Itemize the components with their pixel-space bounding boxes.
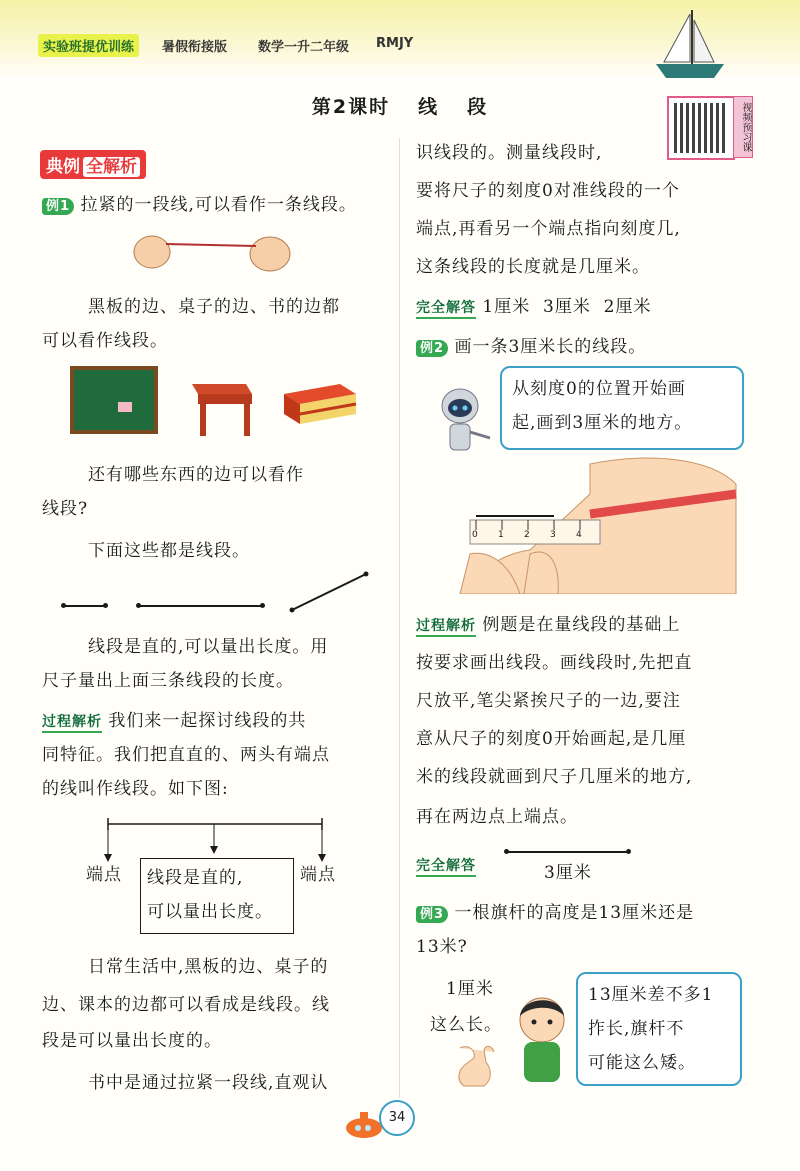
page-title: 第2课时 线 段: [311, 96, 489, 118]
segment3: [288, 570, 370, 614]
book-illustration: [280, 380, 360, 430]
hands-string-illustration: [130, 226, 295, 278]
endpoint-right-label: 端点: [300, 865, 336, 885]
example2-tag: 例2: [416, 340, 448, 357]
analysis1-line3: 的线叫作线段。如下图:: [42, 779, 229, 799]
cont-line4: 这条线段的长度就是几厘米。: [416, 257, 650, 277]
example2: [416, 330, 646, 366]
analysis2-tag: 过程解析: [416, 618, 476, 637]
para2-line1: 还有哪些东西的边可以看作: [88, 465, 304, 485]
analysis1-tag: 过程解析: [42, 714, 102, 733]
segment1-end: [103, 603, 108, 608]
example2-text: 画一条3厘米长的线段。: [454, 337, 647, 357]
daily-line2: 边、课本的边都可以看成是线段。线: [42, 995, 330, 1015]
section-heading: 典例 全解析: [40, 150, 146, 179]
ruler-tick-4: 4: [576, 530, 582, 540]
example1-tag: 例1: [42, 198, 74, 215]
column-divider: [399, 138, 400, 1098]
cm-label-line1: 1厘米: [446, 979, 494, 999]
cont-line2: 要将尺子的刻度0对准线段的一个: [416, 181, 680, 201]
answer2-label: 3厘米: [544, 863, 592, 883]
analysis2-line4: 意从尺子的刻度0开始画起,是几厘: [416, 729, 687, 749]
para4-line1: 线段是直的,可以量出长度。用: [88, 637, 329, 657]
segment2: [138, 605, 262, 607]
endpoint-left-label: 端点: [86, 865, 122, 885]
answer1-tag: 完全解答: [416, 300, 476, 319]
analysis2-line6: 再在两边点上端点。: [416, 807, 578, 827]
hint-bubble-2: 13厘米差不多1 拃长,旗杆不 可能这么矮。: [576, 972, 742, 1086]
segment1: [63, 605, 105, 607]
para2-line2: 线段?: [42, 499, 89, 519]
cm-label-line2: 这么长。: [430, 1015, 502, 1035]
qr-label: 视频预习课: [733, 96, 753, 158]
cont-line3: 端点,再看另一个端点指向刻度几,: [416, 219, 681, 239]
example1: [42, 188, 357, 224]
para1-line1: 黑板的边、桌子的边、书的边都: [88, 297, 340, 317]
answer2-tag: 完全解答: [416, 858, 476, 877]
blackboard-illustration: [70, 366, 160, 436]
edition-label: 暑假衔接版: [162, 40, 228, 55]
page-number: 34: [379, 1100, 415, 1136]
analysis2-line2: 按要求画出线段。画线段时,先把直: [416, 653, 693, 673]
analysis2-line3: 尺放平,笔尖紧挨尺子的一边,要注: [416, 691, 681, 711]
sailboat-illustration: [650, 6, 730, 82]
analysis1-line2: 同特征。我们把直直的、两头有端点: [42, 745, 330, 765]
series-title: 实验班提优训练: [38, 34, 139, 57]
finger-gap-illustration: [450, 1040, 500, 1090]
analysis1-line1: 过程解析 我们来一起探讨线段的共: [42, 711, 307, 731]
daily-line1: 日常生活中,黑板的边、桌子的: [88, 957, 329, 977]
cont-line1: 识线段的。测量线段时,: [416, 143, 603, 163]
definition-box: 线段是直的, 可以量出长度。: [140, 858, 294, 934]
subject-label: 数学一升二年级: [258, 40, 350, 55]
example3-line1: 例3 一根旗杆的高度是13厘米还是: [416, 896, 694, 932]
analysis2-line5: 米的线段就画到尺子几厘米的地方,: [416, 767, 693, 787]
qr-code[interactable]: [667, 96, 735, 160]
publisher-label: RMJY: [376, 36, 414, 51]
desk-illustration: [186, 370, 256, 440]
ruler-tick-2: 2: [524, 530, 530, 540]
closing-line1: 书中是通过拉紧一段线,直观认: [88, 1073, 329, 1093]
daily-line3: 段是可以量出长度的。: [42, 1031, 222, 1051]
example3-tag: 例3: [416, 906, 448, 923]
para1-line2: 可以看作线段。: [42, 331, 168, 351]
boy-illustration: [512, 990, 574, 1086]
ruler-tick-1: 1: [498, 530, 504, 540]
robot-illustration: [432, 384, 496, 458]
answer2-segment: [506, 851, 628, 853]
analysis2-line1: 过程解析 例题是在量线段的基础上: [416, 615, 681, 635]
ruler-tick-3: 3: [550, 530, 556, 540]
example3-line2: 13米?: [416, 937, 468, 957]
ruler-tick-0: 0: [472, 530, 478, 540]
example1-text: 拉紧的一段线,可以看作一条线段。: [80, 195, 357, 215]
hint-bubble-1: 从刻度0的位置开始画 起,画到3厘米的地方。: [500, 366, 744, 450]
segment2-end: [260, 603, 265, 608]
para4-line2: 尺子量出上面三条线段的长度。: [42, 671, 294, 691]
answer1-text: 1厘米 3厘米 2厘米: [482, 297, 652, 317]
answer2-tag-wrap: [416, 848, 476, 883]
answer1: [416, 290, 651, 325]
ruler-drawing-illustration: [440, 454, 740, 594]
answer2-segment-end: [626, 849, 631, 854]
para3: 下面这些都是线段。: [88, 541, 250, 561]
